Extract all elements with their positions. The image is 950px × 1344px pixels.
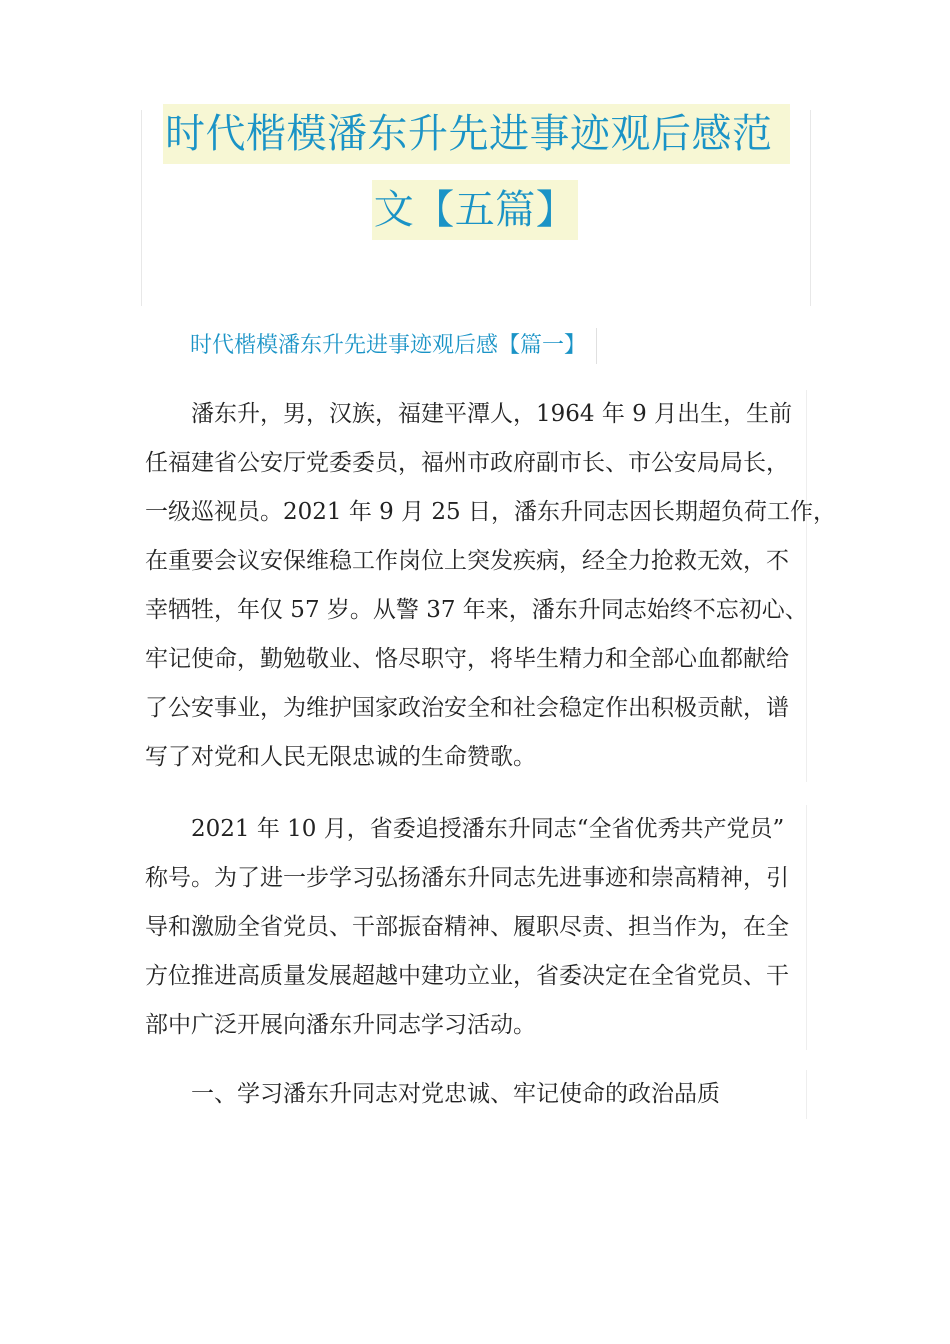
paragraph-line: 了公安事业，为维护国家政治安全和社会稳定作出积极贡献，谱 [145, 684, 807, 733]
paragraph-line: 一级巡视员。2021 年 9 月 25 日，潘东升同志因长期超负荷工作， [145, 488, 807, 537]
paragraph-line: 写了对党和人民无限忠诚的生命赞歌。 [145, 733, 807, 782]
paragraph-line: 称号。为了进一步学习弘扬潘东升同志先进事迹和崇高精神，引 [145, 854, 807, 903]
subsection-heading: 一、学习潘东升同志对党忠诚、牢记使命的政治品质 [145, 1070, 807, 1119]
paragraph-line: 在重要会议安保维稳工作岗位上突发疾病，经全力抢救无效，不 [145, 537, 807, 586]
section-heading: 时代楷模潘东升先进事迹观后感【篇一】 [190, 328, 597, 364]
paragraph-line: 任福建省公安厅党委委员，福州市政府副市长、市公安局局长， [145, 439, 807, 488]
paragraph-line: 2021 年 10 月，省委追授潘东升同志“全省优秀共产党员” [145, 805, 807, 854]
paragraph-line: 方位推进高质量发展超越中建功立业，省委决定在全省党员、干 [145, 952, 807, 1001]
document-title-line-2: 文【五篇】 [372, 180, 578, 240]
paragraph-line: 牢记使命，勤勉敬业、恪尽职守，将毕生精力和全部心血都献给 [145, 635, 807, 684]
paragraph-line: 幸牺牲，年仅 57 岁。从警 37 年来，潘东升同志始终不忘初心、 [145, 586, 807, 635]
paragraph-2 [145, 805, 807, 1050]
paragraph-line: 潘东升，男，汉族，福建平潭人，1964 年 9 月出生，生前 [145, 390, 807, 439]
paragraph-line: 部中广泛开展向潘东升同志学习活动。 [145, 1001, 807, 1050]
paragraph-line: 导和激励全省党员、干部振奋精神、履职尽责、担当作为，在全 [145, 903, 807, 952]
paragraph-1 [145, 390, 836, 782]
document-title-line-1: 时代楷模潘东升先进事迹观后感范 [163, 104, 790, 164]
paragraph-3 [145, 1070, 807, 1119]
